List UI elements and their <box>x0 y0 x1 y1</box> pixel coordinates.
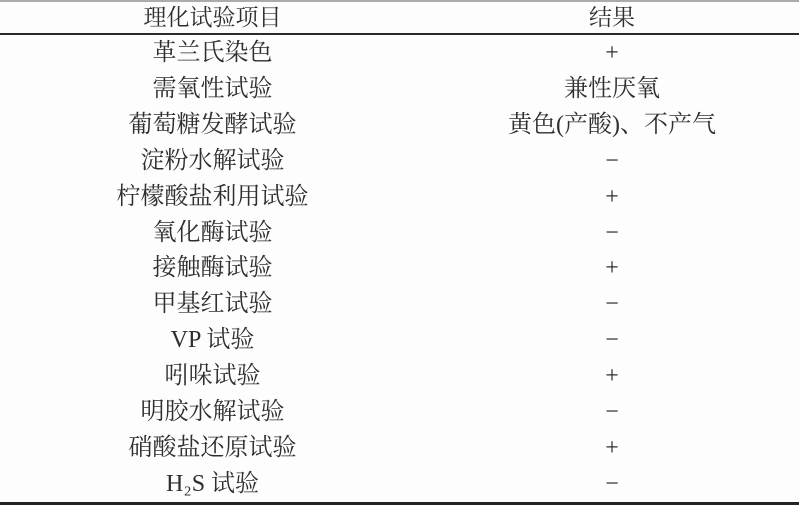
table-row <box>0 394 799 430</box>
result-cell: − <box>605 399 619 426</box>
test-item-cell: VP 试验 <box>170 327 255 354</box>
table-row <box>0 358 799 394</box>
table-row <box>0 215 799 251</box>
test-item-cell: 硝酸盐还原试验 <box>128 435 297 462</box>
header-result-column-label: 结果 <box>589 5 636 30</box>
table-row <box>0 107 799 143</box>
result-cell: 兼性厌氧 <box>564 75 661 102</box>
result-cell: + <box>605 39 619 66</box>
test-item-cell: 氧化酶试验 <box>152 219 273 246</box>
table-row <box>0 251 799 287</box>
result-cell: − <box>605 327 619 354</box>
test-item-cell: 明胶水解试验 <box>140 399 285 426</box>
header-item-column-label: 理化试验项目 <box>143 5 282 30</box>
table-row <box>0 179 799 215</box>
test-item-cell: 葡萄糖发酵试验 <box>128 111 297 138</box>
table-row <box>0 466 799 502</box>
result-cell: − <box>605 147 619 174</box>
test-item-cell: 甲基红试验 <box>152 291 273 318</box>
result-cell: − <box>605 471 619 498</box>
test-item-cell: 接触酶试验 <box>152 255 273 282</box>
table-row <box>0 35 799 71</box>
table-row <box>0 322 799 358</box>
test-item-cell: 柠檬酸盐利用试验 <box>116 183 309 210</box>
table-body <box>0 35 799 502</box>
header-row <box>0 2 799 35</box>
test-item-cell: 淀粉水解试验 <box>140 147 285 174</box>
result-cell: − <box>605 291 619 318</box>
result-cell: + <box>605 435 619 462</box>
test-item-cell: 需氧性试验 <box>152 75 273 102</box>
table-row <box>0 71 799 107</box>
table-row <box>0 430 799 466</box>
table-row <box>0 286 799 322</box>
table-row <box>0 143 799 179</box>
test-item-cell: H₂S 试验 <box>166 471 260 498</box>
result-cell: − <box>605 219 619 246</box>
test-item-cell: 革兰氏染色 <box>152 39 273 66</box>
result-cell: 黄色(产酸)、不产气 <box>508 111 717 138</box>
result-cell: + <box>605 255 619 282</box>
result-cell: + <box>605 183 619 210</box>
result-cell: + <box>605 363 619 390</box>
test-item-cell: 吲哚试验 <box>164 363 261 390</box>
